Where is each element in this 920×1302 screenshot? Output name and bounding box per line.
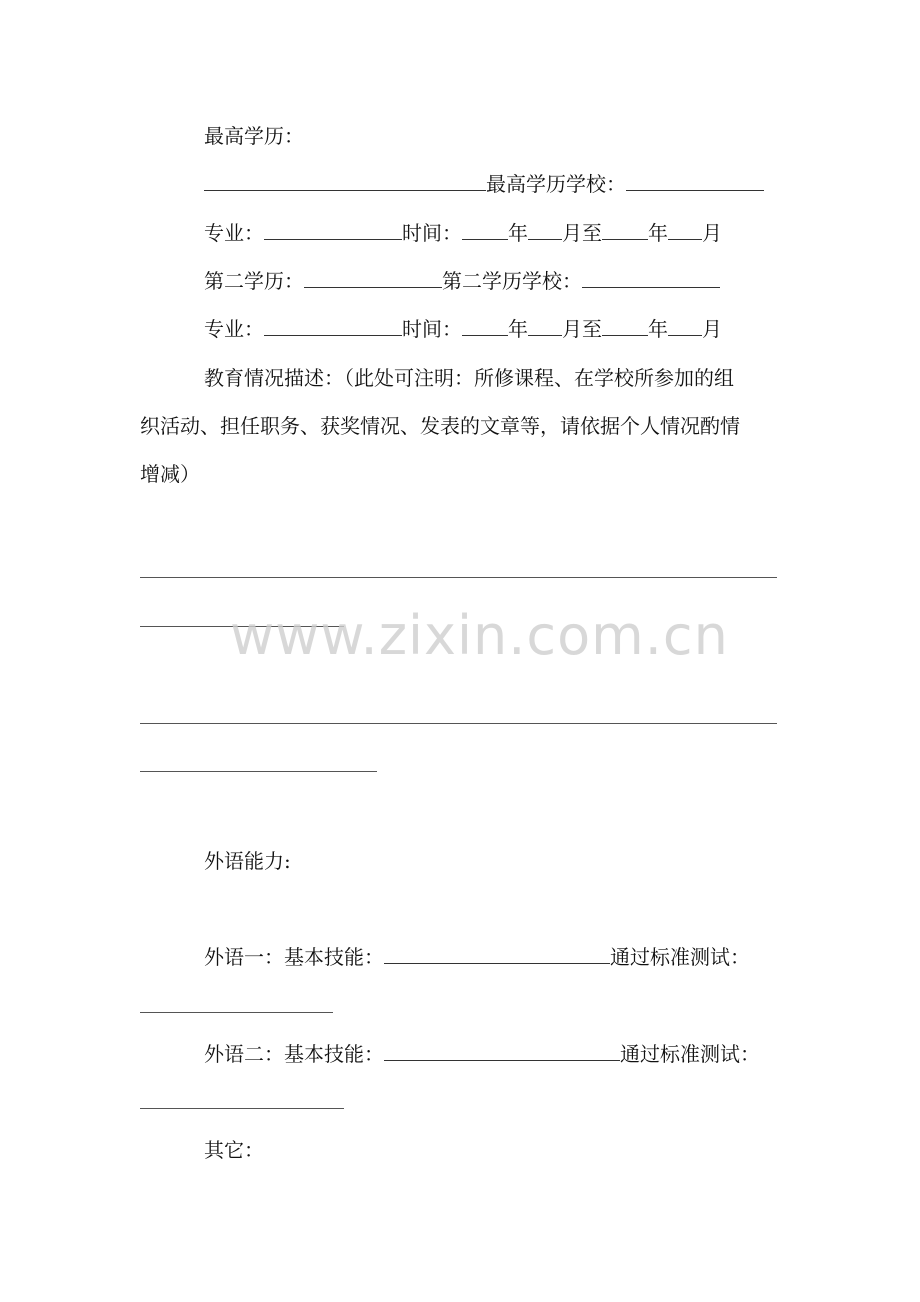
highest-edu-blank[interactable] [204, 170, 486, 191]
watermark: www.zixin.com.cn [230, 604, 729, 667]
second-edu-label: 第二学历： [204, 269, 304, 293]
year-start-blank[interactable] [462, 219, 508, 240]
month-end-blank[interactable] [668, 219, 702, 240]
second-edu-school-blank[interactable] [582, 267, 720, 288]
time-label: 时间： [402, 221, 462, 245]
desc-blank-line[interactable] [140, 723, 777, 724]
desc-blank-line[interactable] [140, 771, 377, 772]
highest-edu-school-label: 最高学历学校： [486, 172, 626, 196]
language-1-test-label: 通过标准测试： [610, 945, 750, 969]
month-end-unit: 月 [702, 317, 722, 341]
month-to-unit: 月至 [562, 221, 602, 245]
language-1-test-blank[interactable] [140, 1012, 333, 1013]
highest-edu-school-row [204, 170, 764, 198]
second-edu-row [204, 267, 720, 295]
language-1-label: 外语一：基本技能： [204, 945, 384, 969]
major-time-row-2 [204, 315, 722, 343]
year-end-blank[interactable] [602, 315, 648, 336]
language-2-row [204, 1040, 760, 1068]
major-blank[interactable] [264, 219, 402, 240]
month-start-blank[interactable] [528, 219, 562, 240]
language-2-test-blank[interactable] [140, 1108, 344, 1109]
year-start-unit: 年 [508, 221, 528, 245]
year-end-blank[interactable] [602, 219, 648, 240]
edu-desc-line-3: 增减） [140, 462, 200, 486]
year-end-unit: 年 [648, 317, 668, 341]
major-label: 专业： [204, 221, 264, 245]
year-start-unit: 年 [508, 317, 528, 341]
major-time-row-1 [204, 219, 722, 247]
highest-edu-school-blank[interactable] [626, 170, 764, 191]
year-start-blank[interactable] [462, 315, 508, 336]
second-edu-school-label: 第二学历学校： [442, 269, 582, 293]
language-2-label: 外语二：基本技能： [204, 1042, 384, 1066]
language-2-skill-blank[interactable] [384, 1040, 620, 1061]
other-label: 其它： [204, 1138, 264, 1162]
major-label: 专业： [204, 317, 264, 341]
month-start-blank[interactable] [528, 315, 562, 336]
edu-desc-line-2: 织活动、担任职务、获奖情况、发表的文章等，请依据个人情况酌情 [140, 414, 740, 438]
major-blank[interactable] [264, 315, 402, 336]
language-1-skill-blank[interactable] [384, 943, 610, 964]
month-end-unit: 月 [702, 221, 722, 245]
edu-desc-line-1: 教育情况描述：（此处可注明：所修课程、在学校所参加的组 [204, 366, 734, 390]
year-end-unit: 年 [648, 221, 668, 245]
second-edu-blank[interactable] [304, 267, 442, 288]
language-1-row [204, 943, 750, 971]
time-label: 时间： [402, 317, 462, 341]
language-heading: 外语能力: [204, 849, 291, 873]
month-to-unit: 月至 [562, 317, 602, 341]
desc-blank-line[interactable] [140, 577, 777, 578]
language-2-test-label: 通过标准测试： [620, 1042, 760, 1066]
highest-edu-label: 最高学历： [204, 124, 304, 148]
month-end-blank[interactable] [668, 315, 702, 336]
